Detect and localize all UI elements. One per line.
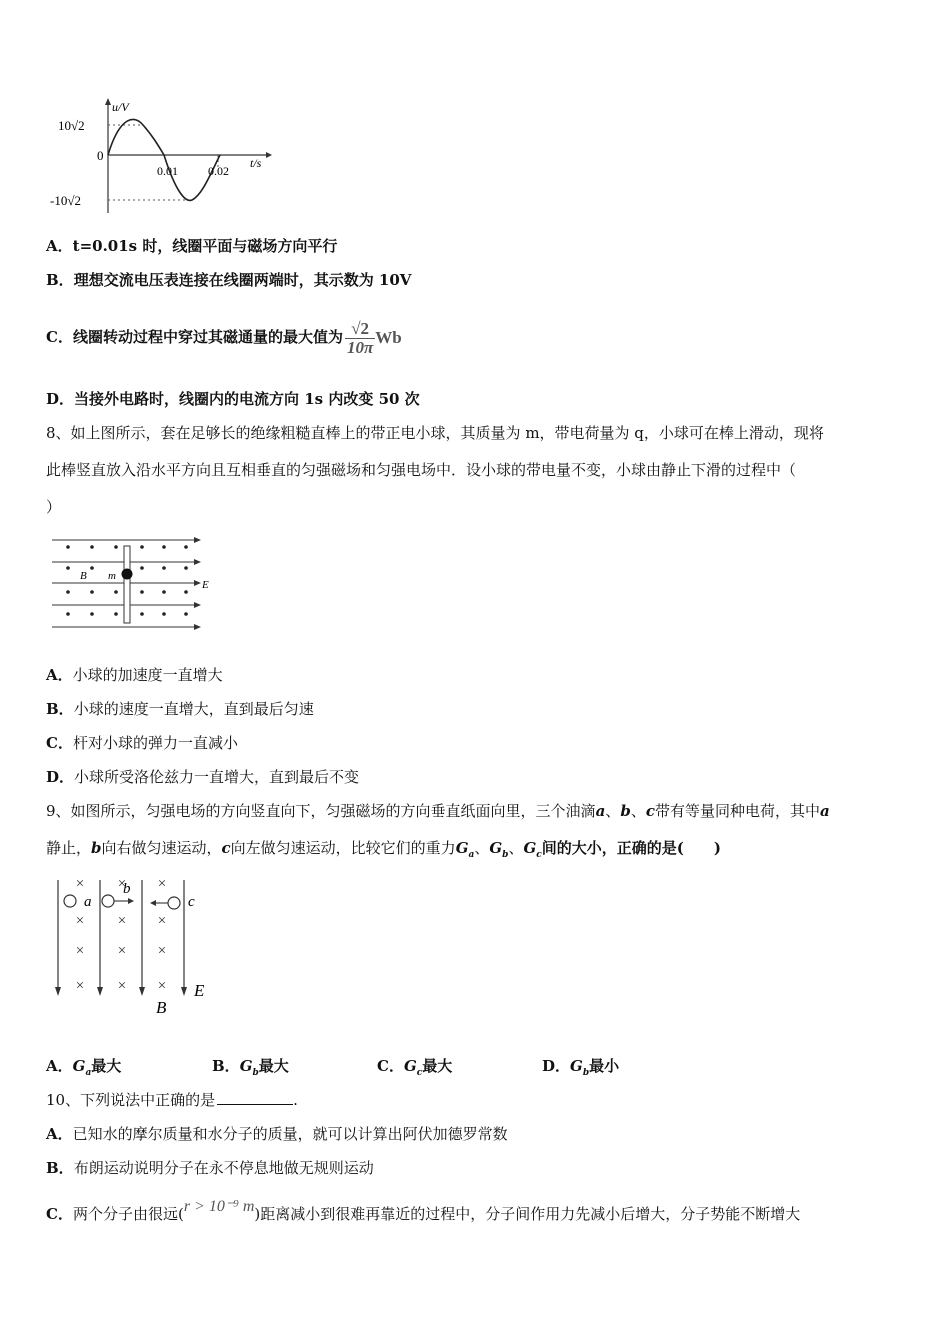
q8-option-a <box>46 665 223 685</box>
q9-oil-drop-figure <box>46 874 221 1022</box>
q9-option-a-label: A． <box>46 1057 73 1075</box>
q9-stem-2d: 间的大小，正确的是( ) <box>541 839 721 857</box>
q7-tick-1-label: 0.01 <box>157 164 178 178</box>
q9-drop-b-ref: b <box>91 839 102 857</box>
q7-option-c-text: 线圈转动过程中穿过其磁通量的最大值为 <box>72 328 343 346</box>
q9-option-b <box>212 1056 289 1083</box>
q10-option-b <box>46 1158 374 1178</box>
svg-text:×: × <box>157 913 167 929</box>
q9-option-b-text: 最大 <box>258 1057 289 1075</box>
q8-option-d <box>46 767 359 787</box>
q9-fig-label-a: a <box>84 894 92 910</box>
q7-option-b-text: 理想交流电压表连接在线圈两端时，其示数为 10V <box>73 271 412 289</box>
q9-fig-label-B: B <box>156 998 167 1017</box>
q8-option-c-text: 杆对小球的弹力一直减小 <box>72 734 238 752</box>
q7-flux-fraction <box>345 320 375 357</box>
q8-field-e-label: E <box>202 579 209 591</box>
q7-option-a-text: t=0.01s 时，线圈平面与磁场方向平行 <box>72 237 338 255</box>
svg-text:×: × <box>157 978 167 994</box>
q10-option-c-text-pre: 两个分子由很远( <box>72 1205 184 1223</box>
q9-g-b: G <box>489 839 503 857</box>
q9-g-c: G <box>523 839 537 857</box>
q7-option-a-label: A． <box>46 237 73 255</box>
q9-option-b-label: B． <box>212 1057 240 1075</box>
q9-stem-line-1 <box>46 801 830 821</box>
q10-stem-end: . <box>293 1091 298 1109</box>
q9-stem-2b: 向右做匀速运动， <box>101 839 222 857</box>
q9-drop-b: b <box>620 802 631 820</box>
q9-option-d <box>542 1056 619 1083</box>
q10-answer-blank[interactable] <box>217 1090 293 1105</box>
q9-g-b-sub: b <box>502 850 509 860</box>
svg-text:×: × <box>157 876 167 892</box>
q9-drop-a-ref: a <box>819 802 830 820</box>
q7-y-min-label: -10√2 <box>50 193 81 208</box>
q9-option-d-text: 最小 <box>589 1057 620 1075</box>
q7-y-max-label: 10√2 <box>58 118 85 133</box>
q10-distance-inequality: r > 10⁻⁹ m <box>183 1198 255 1215</box>
q8-stem-line-3: ） <box>46 498 62 516</box>
svg-text:×: × <box>117 876 127 892</box>
q9-option-d-g: G <box>570 1057 583 1075</box>
q8-option-b-label: B． <box>46 700 74 718</box>
q9-stem-2c: 向左做匀速运动，比较它们的重力 <box>230 839 456 857</box>
q9-option-b-g: G <box>239 1057 253 1075</box>
q9-option-d-sub: b <box>582 1068 590 1078</box>
q9-option-a <box>46 1056 121 1083</box>
q9-fig-label-c: c <box>188 894 195 910</box>
svg-text:×: × <box>75 876 85 892</box>
q7-waveform-graph <box>40 95 275 220</box>
q8-option-b-text: 小球的速度一直增大，直到最后匀速 <box>73 700 314 718</box>
q8-option-a-label: A． <box>46 666 73 684</box>
svg-text:×: × <box>157 943 167 959</box>
q9-g-c-sub: c <box>536 850 542 860</box>
q8-option-c <box>46 733 238 753</box>
q7-option-a <box>46 236 337 256</box>
q10-stem <box>46 1090 298 1110</box>
q7-y-axis-label: u/V <box>112 100 129 114</box>
q9-stem-2a: 静止， <box>46 839 92 857</box>
q9-stem-line-2 <box>46 838 721 865</box>
q8-rod-field-figure <box>46 530 216 635</box>
q9-g-a-sub: a <box>468 850 475 860</box>
svg-text:×: × <box>75 913 85 929</box>
q7-fraction-numerator: √2 <box>345 320 375 339</box>
q9-stem-1b: 带有等量同种电荷，其中 <box>654 802 820 820</box>
q9-option-c-label: C． <box>377 1057 404 1075</box>
q9-drop-a: a <box>595 802 606 820</box>
svg-text:×: × <box>75 978 85 994</box>
q9-sep-2: 、 <box>630 802 646 820</box>
q8-option-a-text: 小球的加速度一直增大 <box>72 666 223 684</box>
q9-option-a-text: 最大 <box>91 1057 122 1075</box>
q10-option-a-label: A． <box>46 1125 73 1143</box>
q10-option-a-text: 已知水的摩尔质量和水分子的质量，就可以计算出阿伏加德罗常数 <box>72 1125 508 1143</box>
q9-option-c-g: G <box>403 1057 417 1075</box>
q8-option-d-label: D． <box>46 768 75 786</box>
svg-text:×: × <box>75 943 85 959</box>
q7-option-b-label: B． <box>46 271 74 289</box>
q9-sep-3: 、 <box>474 839 490 857</box>
q7-x-axis-label: t/s <box>250 156 262 170</box>
q8-option-b <box>46 699 314 719</box>
q9-stem-1a: 9、如图所示，匀强电场的方向竖直向下，匀强磁场的方向垂直纸面向里，三个油滴 <box>46 802 596 820</box>
q9-option-a-sub: a <box>85 1068 92 1078</box>
q10-option-c-text-post: )距离减小到很难再靠近的过程中，分子间作用力先减小后增大，分子势能不断增大 <box>254 1205 801 1223</box>
q9-option-c-text: 最大 <box>422 1057 453 1075</box>
q10-option-a <box>46 1124 508 1144</box>
q8-field-b-label: B <box>80 570 87 582</box>
q7-tick-2-label: 0.02 <box>208 164 229 178</box>
q8-stem-line-1: 8、如上图所示，套在足够长的绝缘粗糙直棒上的带正电小球，其质量为 m，带电荷量为 q，小球可在棒上滑动，现将 <box>46 424 824 442</box>
svg-text:×: × <box>117 913 127 929</box>
q7-option-d <box>46 389 420 409</box>
q9-drop-c: c <box>645 802 655 820</box>
q9-fig-label-E: E <box>194 981 205 1000</box>
q8-option-c-label: C． <box>46 734 73 752</box>
q9-option-b-sub: b <box>252 1068 259 1078</box>
q9-option-a-g: G <box>72 1057 86 1075</box>
q10-option-c-label: C． <box>46 1205 73 1223</box>
q7-option-c <box>46 308 402 367</box>
q8-stem-line-2: 此棒竖直放入沿水平方向且互相垂直的匀强磁场和匀强电场中．设小球的带电量不变，小球由静止下滑的过程中（ <box>46 461 797 479</box>
q7-option-d-label: D． <box>46 390 75 408</box>
q10-option-b-label: B． <box>46 1159 74 1177</box>
q7-origin-label: 0 <box>97 148 104 163</box>
q9-fig-label-b: b <box>123 881 131 897</box>
q10-option-c <box>46 1198 801 1225</box>
q9-option-d-label: D． <box>542 1057 571 1075</box>
q7-fraction-denominator: 10π <box>346 337 374 357</box>
q8-option-d-text: 小球所受洛伦兹力一直增大，直到最后不变 <box>74 768 360 786</box>
q10-stem-text: 10、下列说法中正确的是 <box>46 1091 216 1109</box>
q9-option-c-sub: c <box>416 1068 423 1078</box>
q9-drop-c-ref: c <box>221 839 231 857</box>
q9-sep-1: 、 <box>605 802 621 820</box>
q10-option-b-text: 布朗运动说明分子在永不停息地做无规则运动 <box>73 1159 374 1177</box>
q7-option-c-label: C． <box>46 328 73 346</box>
q9-option-c <box>377 1056 452 1083</box>
q9-sep-4: 、 <box>508 839 524 857</box>
q9-g-a: G <box>455 839 469 857</box>
svg-text:×: × <box>117 943 127 959</box>
q7-flux-unit: Wb <box>375 328 402 347</box>
q8-mass-label: m <box>108 570 116 582</box>
q7-option-d-text: 当接外电路时，线圈内的电流方向 1s 内改变 50 次 <box>74 390 420 408</box>
q7-option-b <box>46 270 411 290</box>
svg-text:×: × <box>117 978 127 994</box>
